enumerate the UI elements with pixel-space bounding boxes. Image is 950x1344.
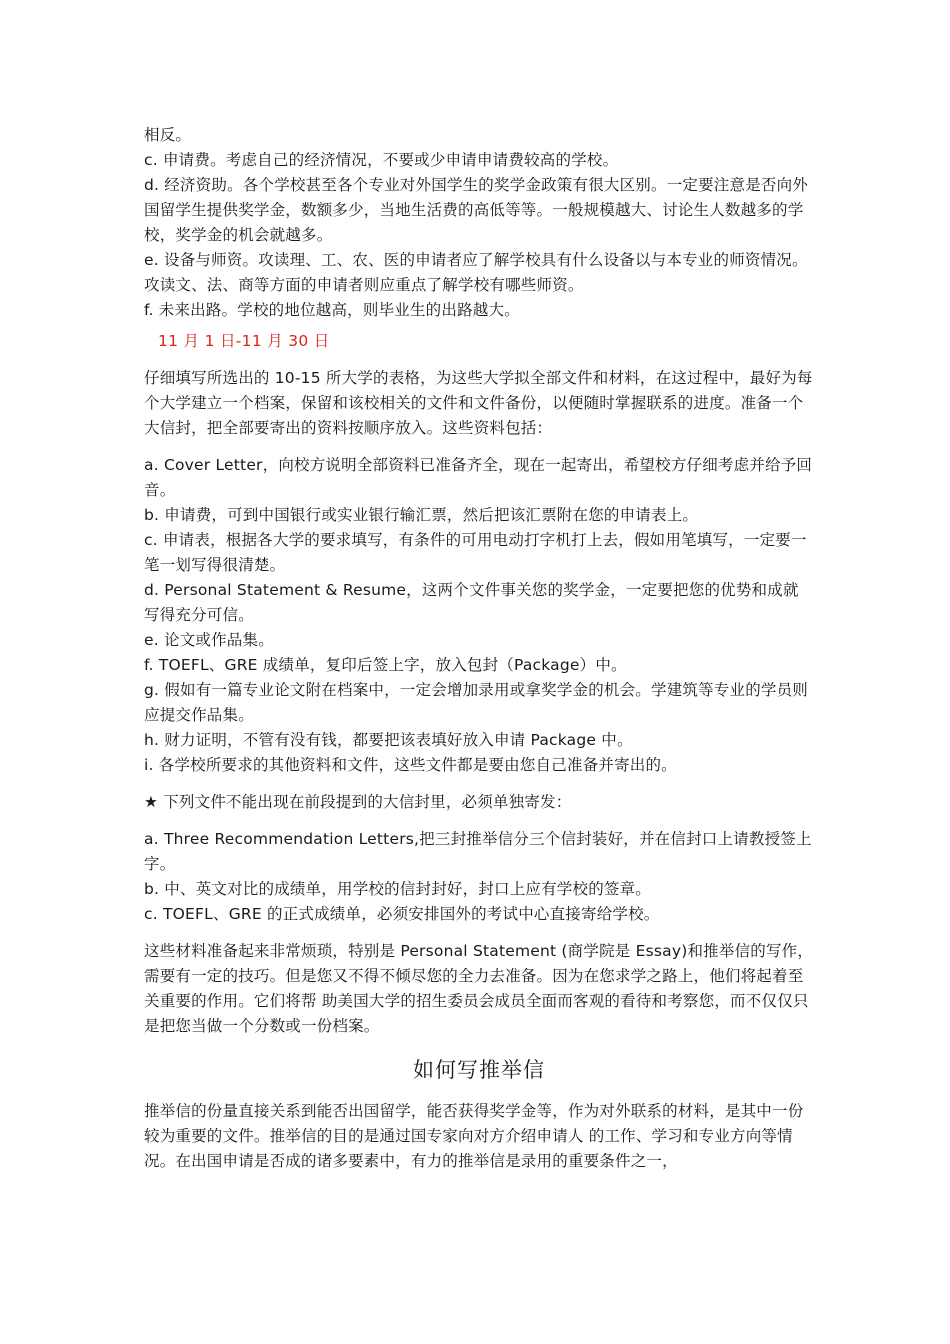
list-item: a. Three Recommendation Letters,把三封推举信分三个信封装好，并在信封口上请教授签上字。 (144, 830, 812, 873)
materials-list (144, 453, 814, 778)
paragraph: 推举信的份量直接关系到能否出国留学，能否获得奖学金等，作为对外联系的材料，是其中一份较为重要的文件。推举信的目的是通过国专家向对方介绍申请人 的工作、学习和专业方向等情况。在出国申请是否成的诸多要素中，有力的推举信是录用的重要条件之一， (144, 1102, 804, 1170)
list-item: b. 申请费，可到中国银行或实业银行输汇票，然后把该汇票附在您的申请表上。 (144, 506, 699, 524)
list-item: h. 财力证明，不管有没有钱，都要把该表填好放入申请 Package 中。 (144, 731, 633, 749)
section-title: 如何写推举信 (413, 1058, 545, 1082)
note-text: ★ 下列文件不能出现在前段提到的大信封里，必须单独寄发： (144, 793, 572, 811)
paragraph: 相反。 (144, 126, 192, 144)
list-item: f. TOEFL、GRE 成绩单，复印后签上字，放入包封（Package）中。 (144, 656, 627, 674)
list-item: c. 申请表，根据各大学的要求填写，有条件的可用电动打字机打上去，假如用笔填写，一定要一笔一划写得很清楚。 (144, 531, 807, 574)
section-body (144, 1099, 814, 1174)
list-item: c. TOEFL、GRE 的正式成绩单，必须安排国外的考试中心直接寄给学校。 (144, 905, 660, 923)
criteria-item: f. 未来出路。学校的地位越高，则毕业生的出路越大。 (144, 301, 520, 319)
closing-paragraph (144, 939, 814, 1039)
criteria-item: c. 申请费。考虑自己的经济情况，不要或少申请申请费较高的学校。 (144, 151, 619, 169)
document-page (144, 123, 814, 1174)
list-item: e. 论文或作品集。 (144, 631, 274, 649)
separate-mail-list (144, 827, 814, 927)
paragraph: 这些材料准备起来非常烦琐，特别是 Personal Statement (商学院是 Essay)和推举信的写作，需要有一定的技巧。但是您又不得不倾尽您的全力去准备。因为在您求学之路上，他们将起着至关重要的作用。它们将帮 助美国大学的招生委员会成员全面而客观的看待和考察您，而不仅仅只是把您当做一个分数或一份档案。 (144, 942, 814, 1035)
intro-paragraph (144, 366, 814, 441)
paragraph: 仔细填写所选出的 10-15 所大学的表格，为这些大学拟全部文件和材料，在这过程中，最好为每个大学建立一个档案，保留和该校相关的文件和文件备份，以便随时掌握联系的进度。准备一个大信封，把全部要寄出的资料按顺序放入。这些资料包括： (144, 369, 813, 437)
criteria-item: d. 经济资助。各个学校甚至各个专业对外国学生的奖学金政策有很大区别。一定要注意是否向外国留学生提供奖学金，数额多少，当地生活费的高低等等。一般规模越大、讨论生人数越多的学校，奖学金的机会就越多。 (144, 176, 808, 244)
list-item: b. 中、英文对比的成绩单，用学校的信封封好，封口上应有学校的签章。 (144, 880, 651, 898)
date-heading: 11 月 1 日-11 月 30 日 (158, 332, 330, 350)
school-criteria-list (144, 123, 814, 323)
list-item: d. Personal Statement & Resume，这两个文件事关您的奖学金，一定要把您的优势和成就写得充分可信。 (144, 581, 799, 624)
list-item: a. Cover Letter，向校方说明全部资料已准备齐全，现在一起寄出，希望校方仔细考虑并给予回音。 (144, 456, 813, 499)
list-item: i. 各学校所要求的其他资料和文件，这些文件都是要由您自己准备并寄出的。 (144, 756, 677, 774)
star-note (144, 790, 814, 815)
list-item: g. 假如有一篇专业论文附在档案中，一定会增加录用或拿奖学金的机会。学建筑等专业的学员则应提交作品集。 (144, 681, 808, 724)
criteria-item: e. 设备与师资。攻读理、工、农、医的申请者应了解学校具有什么设备以与本专业的师资情况。攻读文、法、商等方面的申请者则应重点了解学校有哪些师资。 (144, 251, 808, 294)
